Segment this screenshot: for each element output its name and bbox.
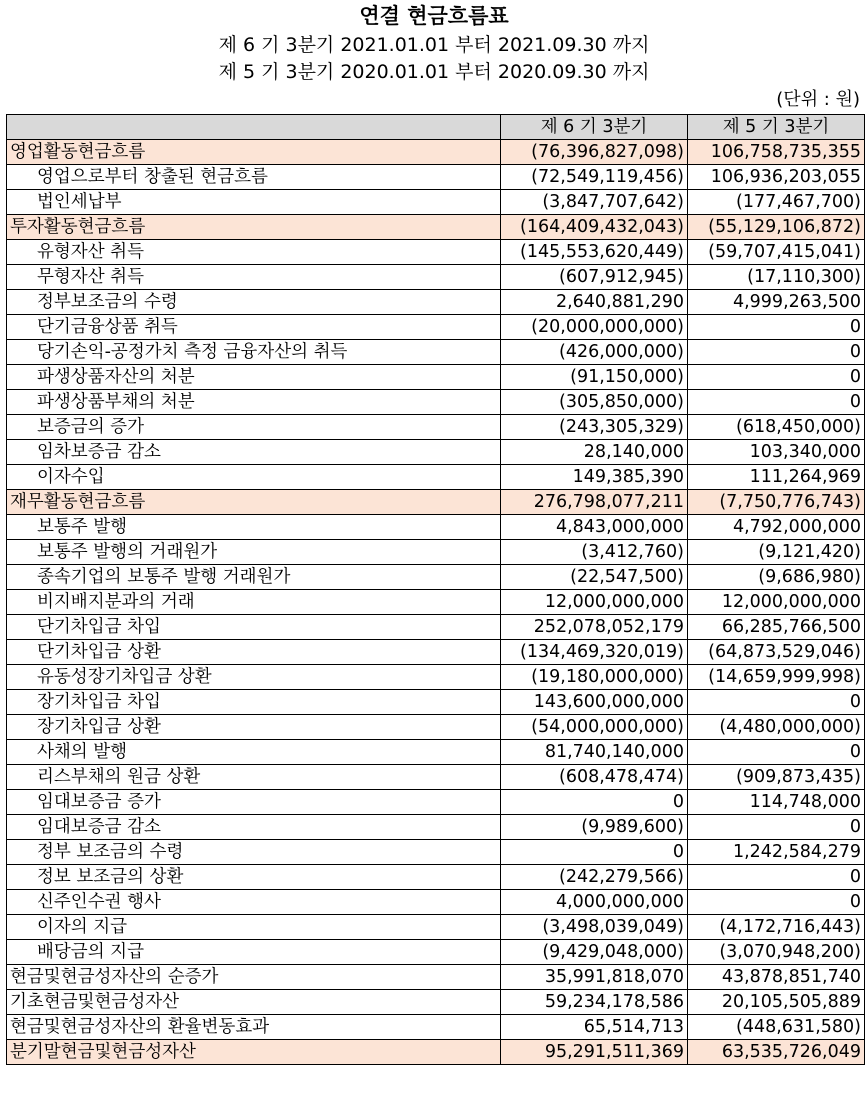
table-row [7, 665, 865, 690]
row-previous-value: (3,070,948,200) [688, 940, 865, 965]
row-previous-value: 1,242,584,279 [688, 840, 865, 865]
row-label: 파생상품자산의 처분 [7, 365, 501, 390]
table-row [7, 290, 865, 315]
row-label: 임대보증금 감소 [7, 815, 501, 840]
row-current-value: (305,850,000) [501, 390, 688, 415]
row-label: 이자의 지급 [7, 915, 501, 940]
table-row [7, 490, 865, 515]
row-label: 사채의 발행 [7, 740, 501, 765]
table-row [7, 140, 865, 165]
row-label: 배당금의 지급 [7, 940, 501, 965]
period-current: 제 6 기 3분기 2021.01.01 부터 2021.09.30 까지 [218, 34, 650, 56]
row-current-value: (20,000,000,000) [501, 315, 688, 340]
table-row [7, 590, 865, 615]
row-label: 투자활동현금흐름 [7, 215, 501, 240]
row-current-value: (426,000,000) [501, 340, 688, 365]
statement-title: 연결 현금흐름표 [359, 4, 509, 28]
row-current-value: 0 [501, 840, 688, 865]
row-current-value: (607,912,945) [501, 265, 688, 290]
row-label: 임차보증금 감소 [7, 440, 501, 465]
row-current-value: (3,412,760) [501, 540, 688, 565]
row-previous-value: (9,121,420) [688, 540, 865, 565]
row-label: 영업으로부터 창출된 현금흐름 [7, 165, 501, 190]
table-row [7, 940, 865, 965]
row-current-value: (3,847,707,642) [501, 190, 688, 215]
unit-label: (단위 : 원) [776, 89, 860, 110]
table-row [7, 165, 865, 190]
row-previous-value: (618,450,000) [688, 415, 865, 440]
table-row [7, 190, 865, 215]
row-previous-value: (17,110,300) [688, 265, 865, 290]
row-previous-value: (14,659,999,998) [688, 665, 865, 690]
table-row [7, 265, 865, 290]
row-label: 신주인수권 행사 [7, 890, 501, 915]
row-current-value: (19,180,000,000) [501, 665, 688, 690]
row-current-value: (9,989,600) [501, 815, 688, 840]
row-label: 보증금의 증가 [7, 415, 501, 440]
row-label: 종속기업의 보통주 발행 거래원가 [7, 565, 501, 590]
table-row [7, 990, 865, 1015]
row-previous-value: (4,172,716,443) [688, 915, 865, 940]
row-current-value: 149,385,390 [501, 465, 688, 490]
row-label: 비지배지분과의 거래 [7, 590, 501, 615]
row-current-value: 4,000,000,000 [501, 890, 688, 915]
table-row [7, 515, 865, 540]
row-previous-value: 0 [688, 365, 865, 390]
table-row [7, 340, 865, 365]
row-current-value: 0 [501, 790, 688, 815]
row-label: 현금및현금성자산의 환율변동효과 [7, 1015, 501, 1040]
row-current-value: (134,469,320,019) [501, 640, 688, 665]
table-row [7, 840, 865, 865]
row-current-value: (76,396,827,098) [501, 140, 688, 165]
table-row [7, 715, 865, 740]
row-previous-value: 0 [688, 740, 865, 765]
row-previous-value: (7,750,776,743) [688, 490, 865, 515]
row-previous-value: (177,467,700) [688, 190, 865, 215]
table-row [7, 415, 865, 440]
row-current-value: 65,514,713 [501, 1015, 688, 1040]
row-previous-value: 106,936,203,055 [688, 165, 865, 190]
row-current-value: (243,305,329) [501, 415, 688, 440]
row-previous-value: 66,285,766,500 [688, 615, 865, 640]
row-label: 리스부채의 원금 상환 [7, 765, 501, 790]
table-row [7, 365, 865, 390]
row-label: 단기차입금 차입 [7, 615, 501, 640]
row-label: 이자수입 [7, 465, 501, 490]
row-previous-value: 0 [688, 690, 865, 715]
row-label: 당기손익-공정가치 측정 금융자산의 취득 [7, 340, 501, 365]
row-current-value: 252,078,052,179 [501, 615, 688, 640]
row-previous-value: 0 [688, 815, 865, 840]
row-previous-value: (64,873,529,046) [688, 640, 865, 665]
row-previous-value: (4,480,000,000) [688, 715, 865, 740]
row-previous-value: 0 [688, 865, 865, 890]
row-previous-value: 114,748,000 [688, 790, 865, 815]
row-label: 파생상품부채의 처분 [7, 390, 501, 415]
table-row [7, 765, 865, 790]
row-previous-value: (909,873,435) [688, 765, 865, 790]
table-row [7, 240, 865, 265]
row-current-value: (608,478,474) [501, 765, 688, 790]
row-label: 장기차입금 차입 [7, 690, 501, 715]
row-previous-value: 0 [688, 340, 865, 365]
row-previous-value: 63,535,726,049 [688, 1040, 865, 1065]
row-label: 장기차입금 상환 [7, 715, 501, 740]
table-row [7, 790, 865, 815]
table-row [7, 1040, 865, 1065]
row-current-value: 95,291,511,369 [501, 1040, 688, 1065]
row-previous-value: 4,999,263,500 [688, 290, 865, 315]
row-current-value: (54,000,000,000) [501, 715, 688, 740]
row-current-value: 2,640,881,290 [501, 290, 688, 315]
row-previous-value: 0 [688, 315, 865, 340]
table-row [7, 640, 865, 665]
row-label: 영업활동현금흐름 [7, 140, 501, 165]
row-current-value: 12,000,000,000 [501, 590, 688, 615]
row-previous-value: 20,105,505,889 [688, 990, 865, 1015]
row-label: 법인세납부 [7, 190, 501, 215]
header-previous-period: 제 5 기 3분기 [688, 115, 865, 140]
row-current-value: (91,150,000) [501, 365, 688, 390]
row-label: 유형자산 취득 [7, 240, 501, 265]
row-label: 임대보증금 증가 [7, 790, 501, 815]
row-label: 단기금융상품 취득 [7, 315, 501, 340]
table-row [7, 690, 865, 715]
table-row [7, 540, 865, 565]
row-previous-value: 4,792,000,000 [688, 515, 865, 540]
row-current-value: 28,140,000 [501, 440, 688, 465]
table-row [7, 465, 865, 490]
row-label: 단기차입금 상환 [7, 640, 501, 665]
table-row [7, 565, 865, 590]
row-previous-value: (448,631,580) [688, 1015, 865, 1040]
row-previous-value: 0 [688, 390, 865, 415]
table-row [7, 440, 865, 465]
row-previous-value: 43,878,851,740 [688, 965, 865, 990]
cash-flow-table [6, 114, 865, 1065]
row-current-value: (145,553,620,449) [501, 240, 688, 265]
row-current-value: (164,409,432,043) [501, 215, 688, 240]
row-label: 재무활동현금흐름 [7, 490, 501, 515]
table-row [7, 740, 865, 765]
row-current-value: (22,547,500) [501, 565, 688, 590]
row-current-value: 143,600,000,000 [501, 690, 688, 715]
table-row [7, 815, 865, 840]
table-row [7, 865, 865, 890]
row-label: 무형자산 취득 [7, 265, 501, 290]
table-row [7, 315, 865, 340]
row-label: 정부보조금의 수령 [7, 290, 501, 315]
row-current-value: 81,740,140,000 [501, 740, 688, 765]
row-previous-value: (59,707,415,041) [688, 240, 865, 265]
row-label: 기초현금및현금성자산 [7, 990, 501, 1015]
row-current-value: 59,234,178,586 [501, 990, 688, 1015]
row-current-value: 276,798,077,211 [501, 490, 688, 515]
row-label: 분기말현금및현금성자산 [7, 1040, 501, 1065]
table-header-row [7, 115, 865, 140]
table-row [7, 915, 865, 940]
row-label: 유동성장기차입금 상환 [7, 665, 501, 690]
row-current-value: (3,498,039,049) [501, 915, 688, 940]
row-previous-value: 106,758,735,355 [688, 140, 865, 165]
header-label-cell [7, 115, 501, 140]
row-current-value: (9,429,048,000) [501, 940, 688, 965]
row-previous-value: 0 [688, 890, 865, 915]
row-current-value: 35,991,818,070 [501, 965, 688, 990]
table-row [7, 890, 865, 915]
row-label: 보통주 발행 [7, 515, 501, 540]
row-previous-value: 111,264,969 [688, 465, 865, 490]
table-row [7, 215, 865, 240]
row-current-value: 4,843,000,000 [501, 515, 688, 540]
row-label: 현금및현금성자산의 순증가 [7, 965, 501, 990]
row-current-value: (242,279,566) [501, 865, 688, 890]
row-label: 정보 보조금의 상환 [7, 865, 501, 890]
header-current-period: 제 6 기 3분기 [501, 115, 688, 140]
row-current-value: (72,549,119,456) [501, 165, 688, 190]
table-row [7, 1015, 865, 1040]
row-previous-value: 103,340,000 [688, 440, 865, 465]
row-previous-value: (9,686,980) [688, 565, 865, 590]
table-row [7, 965, 865, 990]
table-row [7, 615, 865, 640]
row-label: 보통주 발행의 거래원가 [7, 540, 501, 565]
table-row [7, 390, 865, 415]
row-previous-value: 12,000,000,000 [688, 590, 865, 615]
row-previous-value: (55,129,106,872) [688, 215, 865, 240]
row-label: 정부 보조금의 수령 [7, 840, 501, 865]
period-previous: 제 5 기 3분기 2020.01.01 부터 2020.09.30 까지 [218, 61, 650, 83]
